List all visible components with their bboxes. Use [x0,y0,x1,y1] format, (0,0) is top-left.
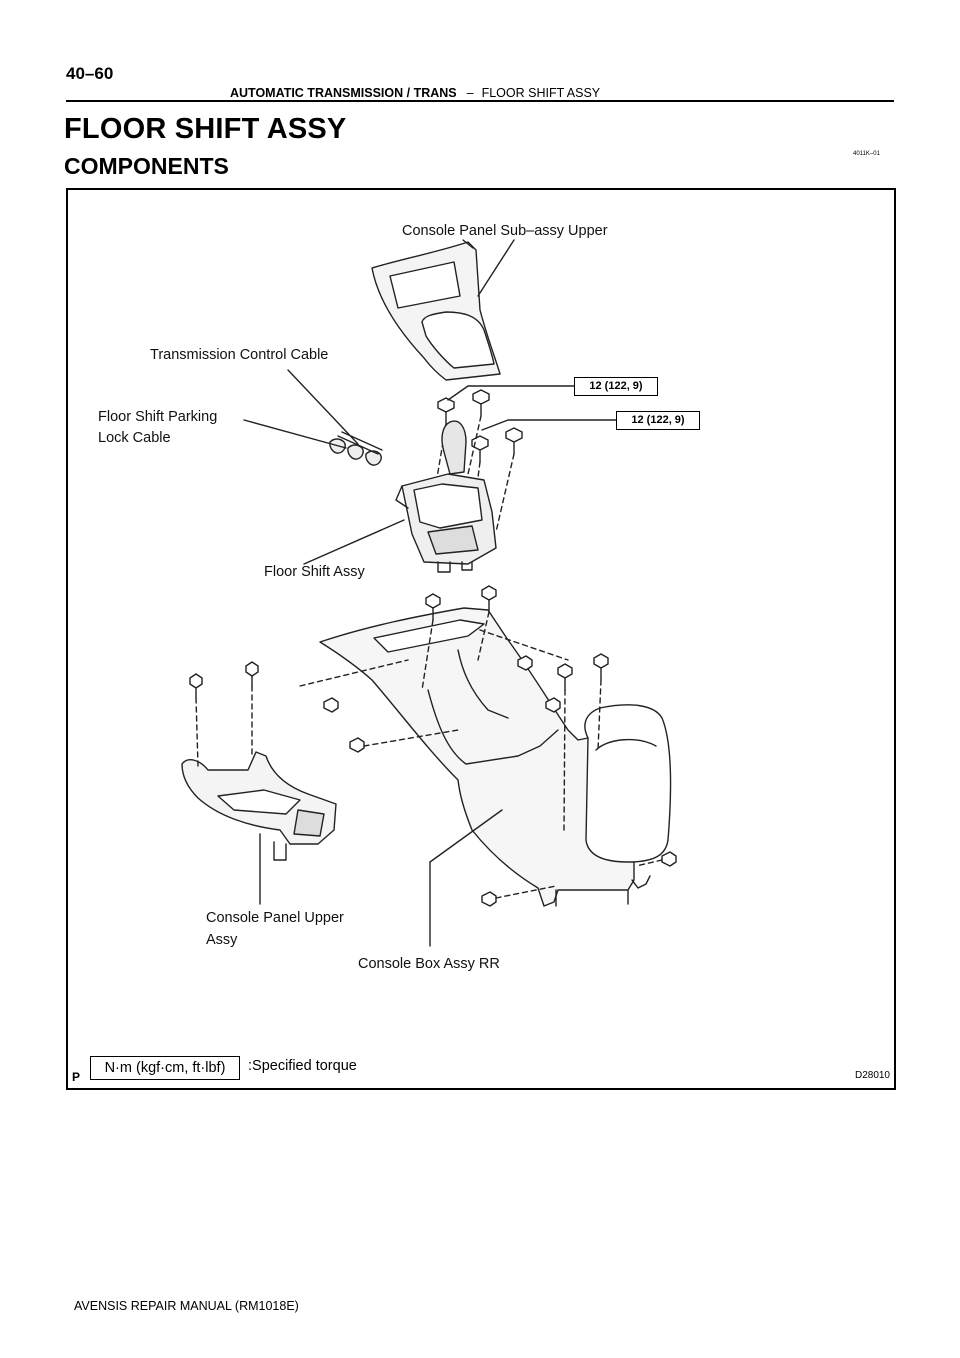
leader-console-panel-sub-assy-upper [478,240,514,296]
leader-torque-2 [482,420,616,430]
header-section [230,86,600,100]
leader-parking-lock-cable [244,420,346,448]
section-title: COMPONENTS [64,153,229,179]
console-box-assy-rr-part [320,608,670,906]
leader-torque-1 [448,386,574,400]
reference-code: 4011K–01 [853,151,880,157]
page-title: FLOOR SHIFT ASSY [64,113,347,145]
torque-spec-lower: 12 (122, 9) [616,411,700,430]
label-floor-shift-parking-lock-cable-line2: Lock Cable [98,430,171,446]
label-floor-shift-assy: Floor Shift Assy [264,564,365,580]
console-panel-sub-assy-upper-part [372,240,500,380]
torque-spec-upper: 12 (122, 9) [574,377,658,396]
header-rule [66,100,894,102]
torque-legend-description: :Specified torque [248,1058,357,1074]
footer-manual-title: AVENSIS REPAIR MANUAL (RM1018E) [74,1299,299,1313]
header-separator: – [466,86,474,100]
page-number: 40–60 [66,64,114,83]
frame-mark: P [72,1070,81,1084]
header-section-name: AUTOMATIC TRANSMISSION / TRANS [230,86,457,100]
label-console-panel-upper-assy-line2: Assy [206,932,238,948]
label-console-panel-sub-assy-upper: Console Panel Sub–assy Upper [402,223,608,239]
header-subsection: FLOOR SHIFT ASSY [481,86,601,100]
cable-ends [330,432,382,465]
label-floor-shift-parking-lock-cable-line1: Floor Shift Parking [98,409,218,425]
leader-floor-shift-assy [304,520,404,564]
components-figure [66,188,896,1090]
torque-legend-unit: N·m (kgf·cm, ft·lbf) [90,1056,240,1080]
label-console-panel-upper-assy-line1: Console Panel Upper [206,910,344,926]
label-transmission-control-cable: Transmission Control Cable [150,347,329,363]
console-panel-upper-assy-part [182,752,336,860]
console-panel-upper-fasteners [190,662,258,698]
leader-transmission-control-cable [288,370,358,444]
label-console-box-assy-rr: Console Box Assy RR [358,956,500,972]
console-panel-upper-guide-lines [196,686,252,766]
figure-code: D28010 [854,1070,890,1081]
